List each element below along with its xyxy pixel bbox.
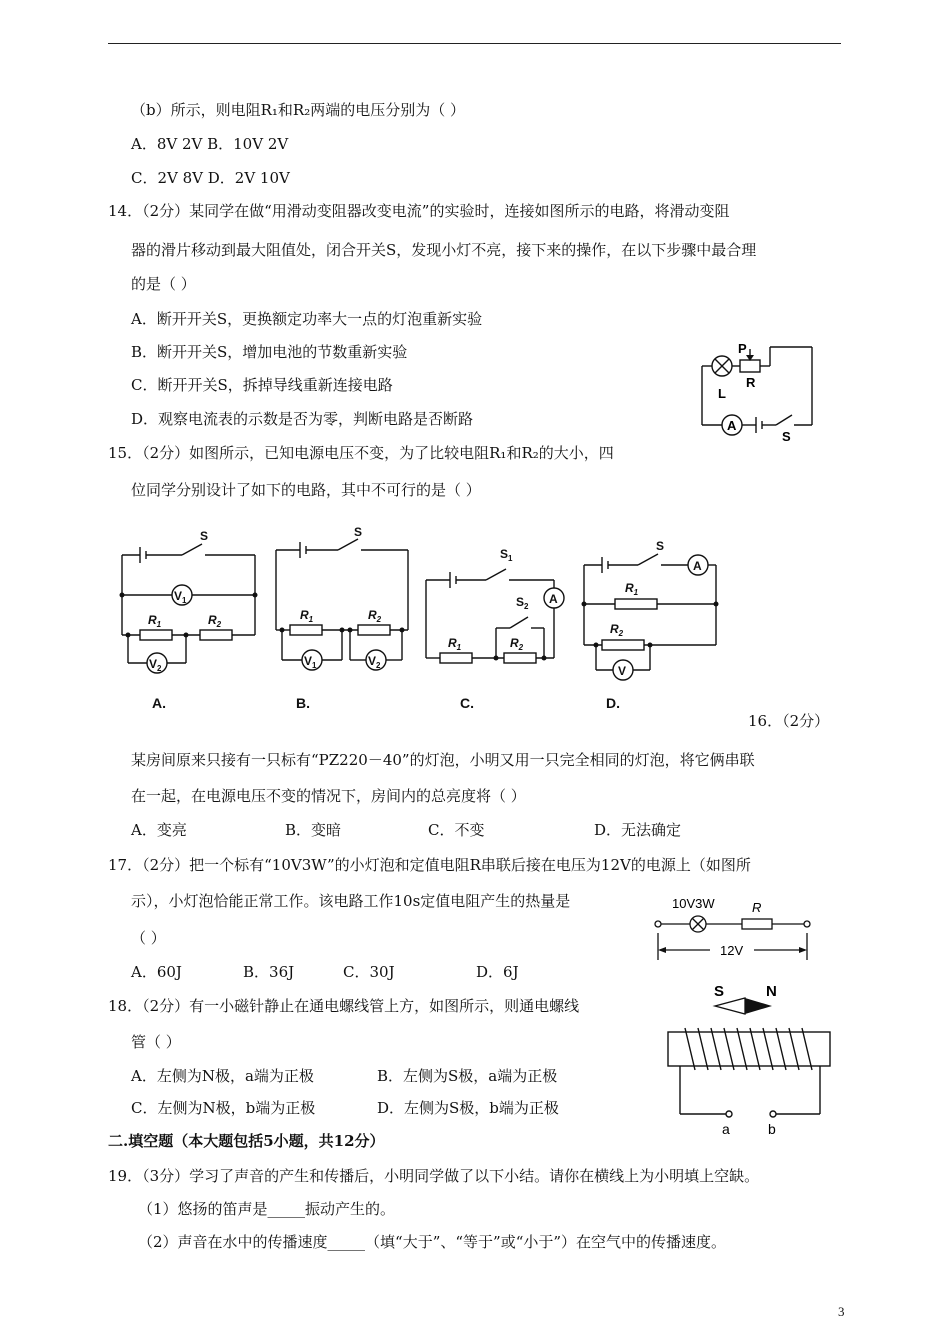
q19-part-2: （2）声音在水中的传播速度_____（填“大于”、“等于”或“小于”）在空气中的传播速度。: [138, 1233, 727, 1251]
q14-option-c: C．断开开关S，拆掉导线重新连接电路: [131, 376, 393, 394]
q17-circuit-figure: [650, 888, 820, 968]
fig15d-voltmeter-label: V: [618, 664, 627, 678]
q15-stem-2: 位同学分别设计了如下的电路，其中不可行的是（ ）: [131, 481, 481, 499]
fig14-ammeter-label: A: [727, 418, 737, 433]
fig15d-ammeter-label: A: [693, 559, 702, 573]
q17-option-b: B．36J: [243, 963, 295, 981]
q17-stem-3: （ ）: [131, 929, 166, 947]
fig15a-v2-label: $V_2$: [149, 657, 162, 673]
q16-option-a: A．变亮: [131, 821, 187, 839]
fig15c-r1-label: $R_1$: [448, 636, 462, 652]
q14-option-a: A．断开开关S，更换额定功率大一点的灯泡重新实验: [131, 310, 483, 328]
q13-tail-text: （b）所示，则电阻R₁和R₂两端的电压分别为（ ）: [131, 101, 465, 119]
q14-circuit-figure: [690, 335, 830, 450]
q17-option-c: C．30J: [343, 963, 395, 981]
fig15a-v1-label: $V_1$: [174, 589, 187, 605]
fig15-option-c-label: C.: [460, 695, 474, 711]
fig17-lamp-rating: 10V3W: [672, 896, 715, 911]
fig17-resistor-label: R: [752, 900, 762, 915]
q19-part-1: （1）悠扬的笛声是_____振动产生的。: [138, 1200, 396, 1218]
q18-option-b: B．左侧为S极，a端为正极: [377, 1067, 558, 1085]
q19-stem: 19．（3分）学习了声音的产生和传播后，小明同学做了以下小结。请你在横线上为小明填上空缺。: [108, 1167, 760, 1185]
fig15a-r2-label: $R_2$: [208, 613, 222, 629]
q15-stem-1: 15．（2分）如图所示，已知电源电压不变，为了比较电阻R₁和R₂的大小，四: [108, 444, 614, 462]
q17-stem-1: 17．（2分）把一个标有“10V3W”的小灯泡和定值电阻R串联后接在电压为12V的电源上（如图所: [108, 856, 751, 874]
section-2-heading: 二.填空题（本大题包括5小题，共12分）: [108, 1132, 385, 1150]
fig15b-v1-label: $V_1$: [304, 654, 317, 670]
q14-stem-2: 器的滑片移动到最大阻值处，闭合开关S，发现小灯不亮，接下来的操作，在以下步骤中最合理: [131, 241, 757, 259]
q18-solenoid-figure: [660, 978, 840, 1138]
header-rule: [108, 43, 841, 44]
q14-stem-3: 的是（ ）: [131, 275, 196, 293]
q18-option-a: A．左侧为N极，a端为正极: [131, 1067, 314, 1085]
fig15d-r1-label: $R_1$: [625, 581, 639, 597]
fig14-label-l: L: [718, 386, 726, 401]
fig18-terminal-b: b: [768, 1121, 776, 1137]
q18-option-d: D．左侧为S极，b端为正极: [377, 1099, 559, 1117]
q18-stem-1: 18．（2分）有一小磁针静止在通电螺线管上方，如图所示，则通电螺线: [108, 997, 580, 1015]
fig15c-r2-label: $R_2$: [510, 636, 524, 652]
q16-option-b: B．变暗: [285, 821, 342, 839]
q13-options-1: A．8V 2V B．10V 2V: [131, 135, 289, 153]
fig15b-r1-label: $R_1$: [300, 608, 314, 624]
page-number: 3: [838, 1304, 845, 1319]
fig15a-switch-label: S: [200, 529, 209, 543]
fig15c-ammeter-label: A: [549, 592, 558, 606]
fig17-voltage-label: 12V: [720, 943, 744, 958]
q16-stem-2: 在一起，在电源电压不变的情况下，房间内的总亮度将（ ）: [131, 787, 526, 805]
q16-option-c: C．不变: [428, 821, 485, 839]
q16-number: 16．（2分）: [748, 712, 830, 730]
fig15-option-d-label: D.: [606, 695, 620, 711]
q14-option-d: D．观察电流表的示数是否为零，判断电路是否断路: [131, 410, 474, 428]
fig15-option-b-label: B.: [296, 695, 310, 711]
fig15d-switch-label: S: [656, 539, 665, 553]
q13-options-2: C．2V 8V D．2V 10V: [131, 169, 290, 187]
fig14-label-r: R: [746, 375, 756, 390]
q16-stem-1: 某房间原来只接有一只标有“PZ220－40”的灯泡，小明又用一只完全相同的灯泡，将它俩串联: [131, 751, 755, 769]
q17-option-d: D．6J: [476, 963, 519, 981]
fig15-option-a-label: A.: [152, 695, 166, 711]
fig18-label-n: N: [766, 983, 777, 1000]
fig15b-switch-label: S: [354, 525, 363, 539]
q14-stem-1: 14．（2分）某同学在做“用滑动变阻器改变电流”的实验时，连接如图所示的电路，将滑动变阻: [108, 202, 730, 220]
fig15b-v2-label: $V_2$: [368, 654, 381, 670]
fig15a-r1-label: $R_1$: [148, 613, 162, 629]
q18-option-c: C．左侧为N极，b端为正极: [131, 1099, 316, 1117]
q17-option-a: A．60J: [131, 963, 182, 981]
fig15b-r2-label: $R_2$: [368, 608, 382, 624]
fig15c-s1-label: $S_1$: [500, 547, 513, 563]
q17-stem-2: 示），小灯泡恰能正常工作。该电路工作10s定值电阻产生的热量是: [131, 892, 571, 910]
fig14-label-s: S: [782, 429, 791, 444]
q14-option-b: B．断开开关S，增加电池的节数重新实验: [131, 343, 408, 361]
q15-circuit-figures: [110, 520, 730, 720]
fig15c-s2-label: $S_2$: [516, 595, 529, 611]
fig14-label-p: P: [738, 341, 747, 356]
q18-stem-2: 管（ ）: [131, 1033, 181, 1051]
fig18-terminal-a: a: [722, 1121, 730, 1137]
fig18-label-s: S: [714, 983, 725, 1000]
q16-option-d: D．无法确定: [594, 821, 682, 839]
fig15d-r2-label: $R_2$: [610, 622, 624, 638]
